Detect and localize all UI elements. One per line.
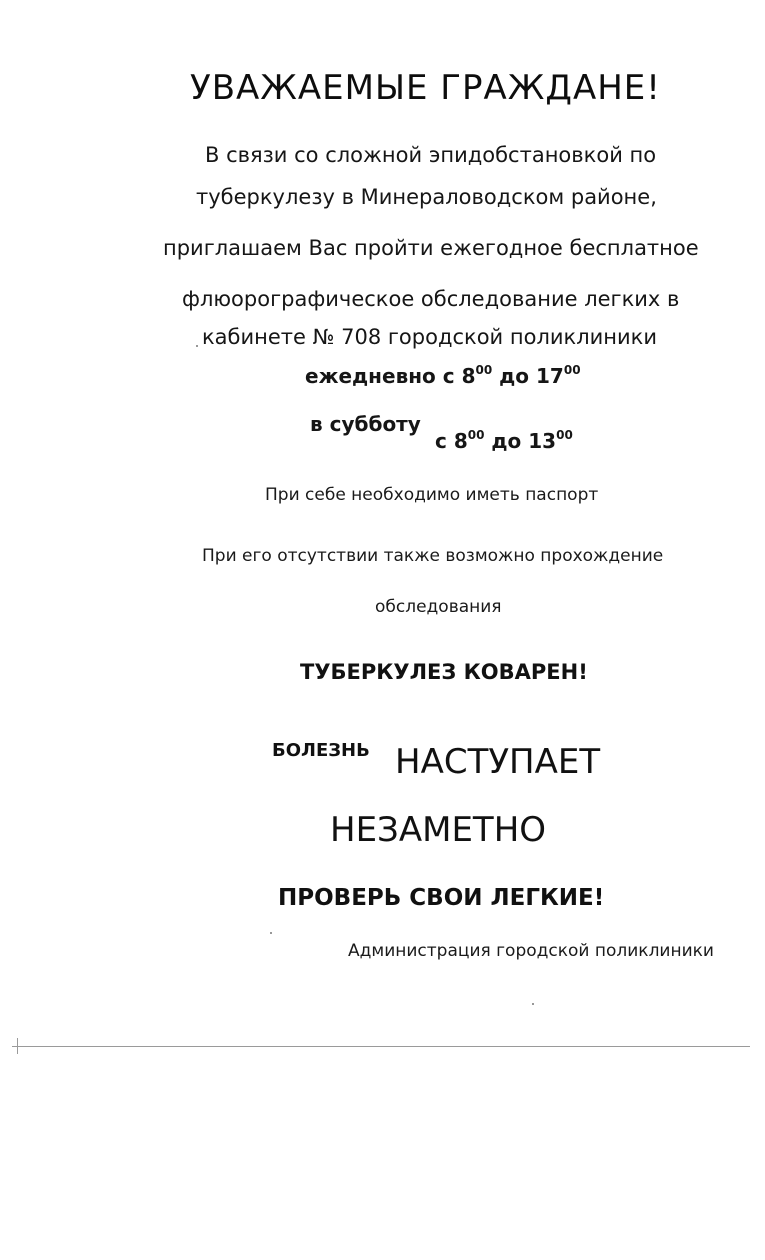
passport-note: При себе необходимо иметь паспорт <box>265 485 599 505</box>
intro-line-3: приглашаем Вас пройти ежегодное бесплатное <box>163 236 699 260</box>
saturday-to-minutes: 00 <box>556 428 573 442</box>
intro-line-5: кабинете № 708 городской поликлиники <box>202 325 657 349</box>
weekday-from-minutes: 00 <box>475 363 493 377</box>
saturday-from: с 8 <box>435 429 468 453</box>
signature: Администрация городской поликлиники <box>348 941 714 961</box>
absence-line-1: При его отсутствии также возможно прохождение <box>202 546 664 566</box>
weekday-from: ежедневно с 8 <box>305 364 476 388</box>
disease-label: БОЛЕЗНЬ <box>272 740 370 761</box>
saturday-schedule <box>435 428 573 453</box>
page-edge-line <box>12 1046 750 1047</box>
weekday-to: до 17 <box>492 364 564 388</box>
saturday-label: в субботу <box>310 412 421 436</box>
intro-line-2: туберкулезу в Минераловодском районе, <box>196 185 657 209</box>
absence-line-2: обследования <box>375 597 502 617</box>
scan-speck <box>270 932 272 934</box>
weekday-to-minutes: 00 <box>563 363 581 377</box>
page-edge-tick <box>17 1038 18 1054</box>
intro-line-4: флюорографическое обследование легких в <box>182 287 680 311</box>
scan-speck <box>532 1003 534 1005</box>
scan-speck <box>196 345 198 347</box>
call-to-action: ПРОВЕРЬ СВОИ ЛЕГКИЕ! <box>278 885 605 911</box>
saturday-from-minutes: 00 <box>467 428 485 442</box>
disease-unnoticed: НЕЗАМЕТНО <box>330 810 547 850</box>
saturday-to: до 13 <box>484 429 557 453</box>
weekday-schedule <box>305 363 581 388</box>
page-title: УВАЖАЕМЫЕ ГРАЖДАНЕ! <box>190 68 661 108</box>
warning-heading: ТУБЕРКУЛЕЗ КОВАРЕН! <box>300 660 588 684</box>
disease-advances: НАСТУПАЕТ <box>395 742 601 782</box>
intro-line-1: В связи со сложной эпидобстановкой по <box>205 143 657 167</box>
